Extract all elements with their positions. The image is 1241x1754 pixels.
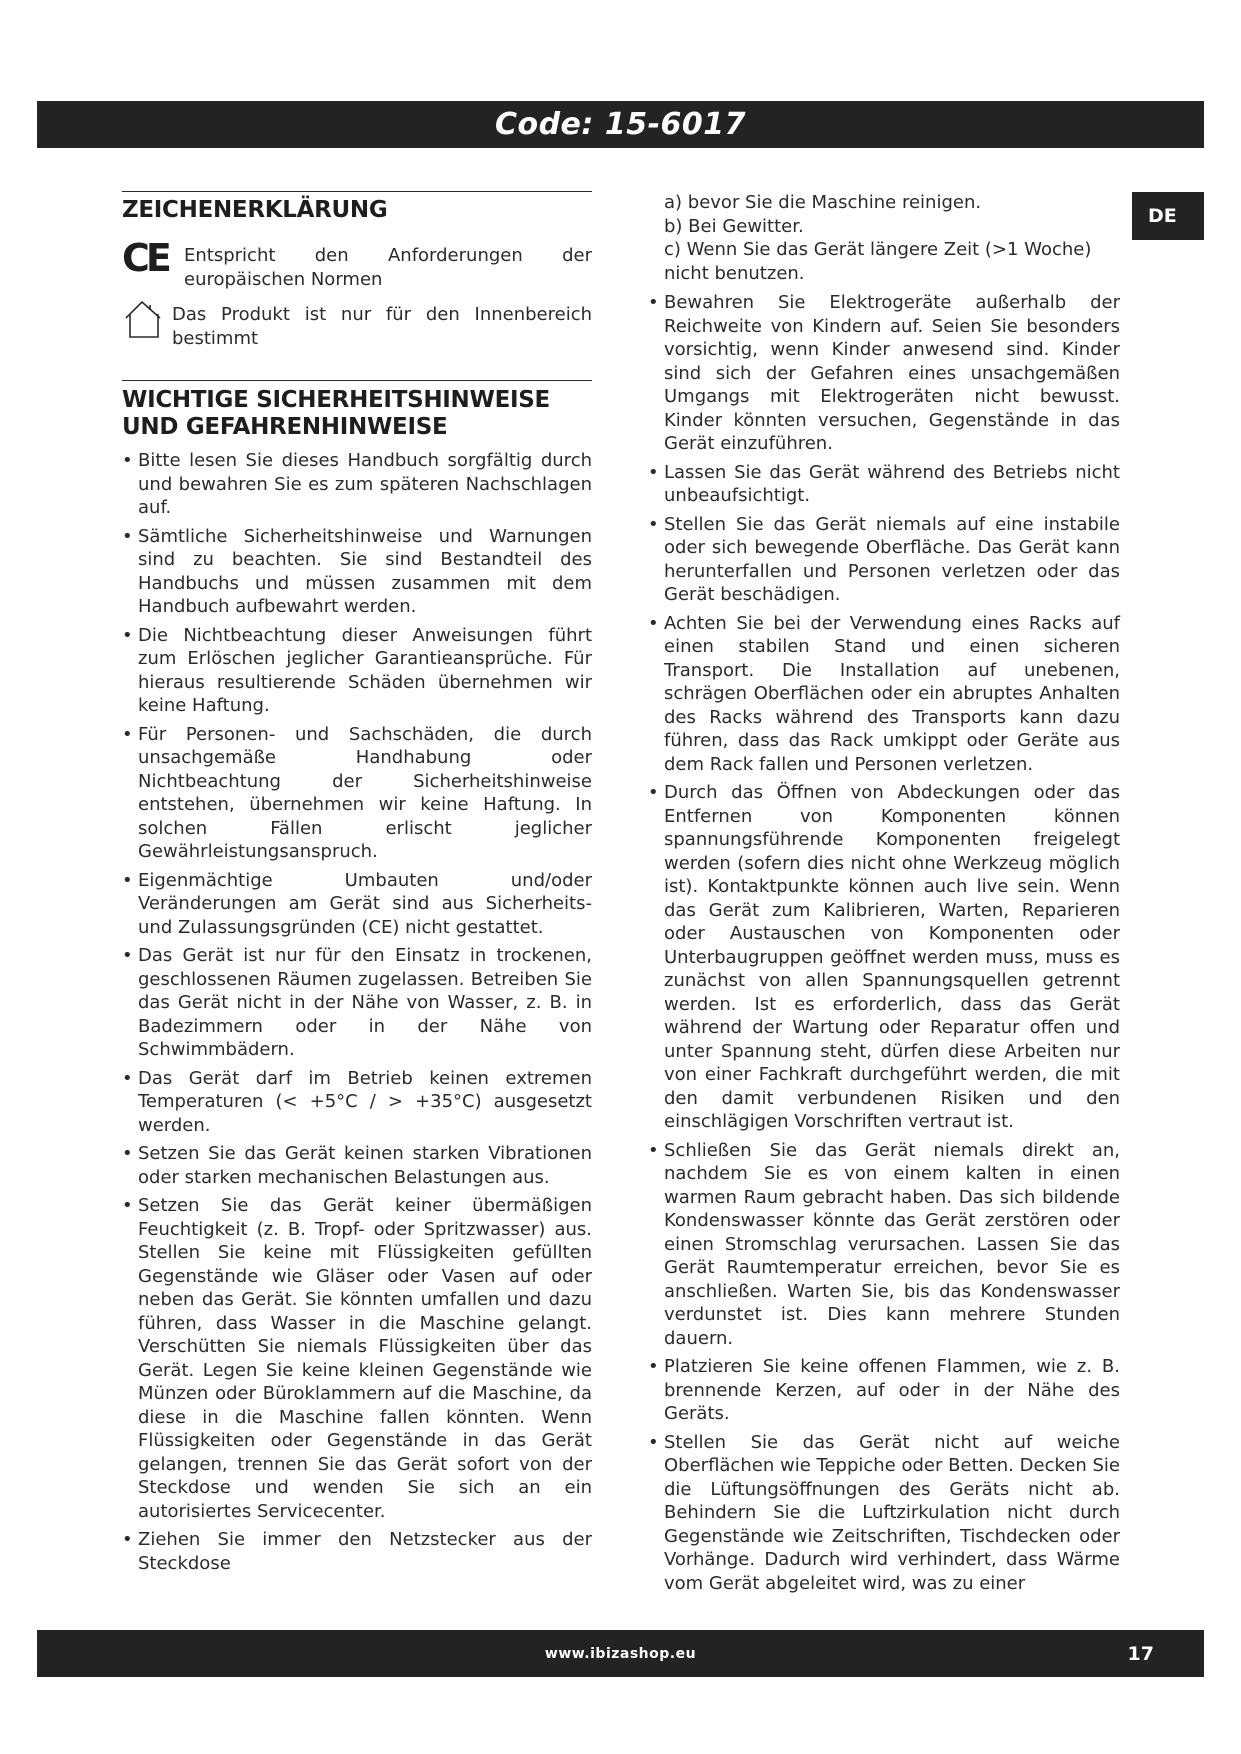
list-item: • Ziehen Sie immer den Netzstecker aus der Steckdose bbox=[122, 1528, 592, 1575]
legend-heading: ZEICHENERKLÄRUNG bbox=[122, 197, 388, 223]
safety-heading-line-2: UND GEFAHRENHINWEISE bbox=[122, 414, 448, 440]
legend-indoor bbox=[122, 303, 592, 350]
product-code: Code: 15-6017 bbox=[494, 107, 747, 142]
right-column bbox=[648, 191, 1120, 1600]
list-item: • Das Gerät ist nur für den Einsatz in trockenen, geschlossenen Räumen zugelassen. Betreiben Sie das Gerät nicht in der Nähe von Wasser, z. B. in Badezimmern oder in der Nähe von Schwimmbädern. bbox=[122, 944, 592, 1062]
section-divider bbox=[122, 191, 592, 192]
left-column bbox=[122, 191, 592, 1580]
list-item: • Eigenmächtige Umbauten und/oder Veränderungen am Gerät sind aus Sicherheits- und Zulassungsgründen (CE) nicht gestattet. bbox=[122, 869, 592, 940]
list-item: • Schließen Sie das Gerät niemals direkt an, nachdem Sie es von einem kalten in einen warmen Raum gebracht haben. Das sich bildende Kondenswasser könnte das Gerät zerstören oder einen Stromschlag verursachen. Lassen Sie das Gerät Raumtemperatur erreichen, bevor Sie es anschließen. Warten Sie, bis das Kondenswasser verdunstet ist. Dies kann mehrere Stunden dauern. bbox=[648, 1139, 1120, 1351]
list-item: • Die Nichtbeachtung dieser Anweisungen führt zum Erlöschen jeglicher Garantieansprüche. Für hieraus resultierende Schäden übernehmen wir keine Haftung. bbox=[122, 624, 592, 718]
list-item: • Bewahren Sie Elektrogeräte außerhalb der Reichweite von Kindern auf. Seien Sie besonders vorsichtig, wenn Kinder anwesend sind. Kinder sind sich der Gefahren eines unsachgemäßen Umgangs mit Elektrogeräten nicht bewusst. Kinder könnten versuchen, Gegenstände in das Gerät einzuführen. bbox=[648, 291, 1120, 456]
list-item: • Setzen Sie das Gerät keiner übermäßigen Feuchtigkeit (z. B. Tropf- oder Spritzwasser) aus. Stellen Sie keine mit Flüssigkeiten gefüllten Gegenstände wie Gläser oder Vasen auf oder neben das Gerät. Sie könnten umfallen und dazu führen, dass Wasser in die Maschine gelangt. Verschütten Sie niemals Flüssigkeiten über das Gerät. Legen Sie keine kleinen Gegenstände wie Münzen oder Büroklammern auf die Maschine, da diese in die Maschine fallen könnten. Wenn Flüssigkeiten oder Gegenstände in das Gerät gelangen, trennen Sie das Gerät sofort von der Steckdose und wenden Sie sich an ein autorisiertes Servicecenter. bbox=[122, 1194, 592, 1523]
list-item: • Stellen Sie das Gerät niemals auf eine instabile oder sich bewegende Oberfläche. Das Gerät kann herunterfallen und Personen verletzen oder das Gerät beschädigen. bbox=[648, 513, 1120, 607]
footer-url-link[interactable]: www.ibizashop.eu bbox=[544, 1645, 697, 1662]
condition-item: a) bevor Sie die Maschine reinigen. bbox=[664, 192, 982, 213]
list-item: • Stellen Sie das Gerät nicht auf weiche Oberflächen wie Teppiche oder Betten. Decken Sie die Lüftungsöffnungen des Geräts nicht ab. Behindern Sie die Luftzirkulation nicht durch Gegenstände wie Zeitschriften, Tischdecken oder Vorhänge. Dadurch wird verhindert, dass Wärme vom Gerät abgeleitet wird, was zu einer bbox=[648, 1431, 1120, 1596]
footer-bar bbox=[37, 1630, 1204, 1677]
safety-heading-line-1: WICHTIGE SICHERHEITSHINWEISE bbox=[122, 387, 550, 413]
language-tab: DE bbox=[1132, 192, 1204, 240]
header-bar bbox=[37, 101, 1204, 148]
list-item: • Achten Sie bei der Verwendung eines Racks auf einen stabilen Stand und einen sicheren Transport. Die Installation auf unebenen, schrägen Oberflächen oder ein abruptes Anhalten des Racks während des Transports kann dazu führen, dass das Rack umkippt oder Geräte aus dem Rack fallen und Personen verletzen. bbox=[648, 612, 1120, 777]
house-icon bbox=[122, 297, 166, 341]
list-item: • Lassen Sie das Gerät während des Betriebs nicht unbeaufsichtigt. bbox=[648, 461, 1120, 508]
list-item: • Platzieren Sie keine offenen Flammen, wie z. B. brennende Kerzen, auf oder in der Nähe des Geräts. bbox=[648, 1355, 1120, 1426]
condition-item: c) Wenn Sie das Gerät längere Zeit (>1 Woche) nicht benutzen. bbox=[664, 239, 1092, 284]
list-item: • Bitte lesen Sie dieses Handbuch sorgfältig durch und bewahren Sie es zum späteren Nachschlagen auf. bbox=[122, 449, 592, 520]
safety-list-left bbox=[122, 449, 592, 1575]
list-item: • Für Personen- und Sachschäden, die durch unsachgemäße Handhabung oder Nichtbeachtung der Sicherheitshinweise entstehen, übernehmen wir keine Haftung. In solchen Fällen erlischt jeglicher Gewährleistungsanspruch. bbox=[122, 723, 592, 864]
legend-indoor-text: Das Produkt ist nur für den Innenbereich bestimmt bbox=[172, 304, 592, 349]
section-divider bbox=[122, 380, 592, 381]
legend-ce-text: Entspricht den Anforderungen der europäischen Normen bbox=[184, 245, 592, 290]
condition-item: b) Bei Gewitter. bbox=[664, 215, 804, 237]
list-item: • Setzen Sie das Gerät keinen starken Vibrationen oder starken mechanischen Belastungen aus. bbox=[122, 1142, 592, 1189]
list-item: • Das Gerät darf im Betrieb keinen extremen Temperaturen (< +5°C / > +35°C) ausgesetzt werden. bbox=[122, 1067, 592, 1138]
legend-ce bbox=[122, 236, 592, 291]
ce-mark-icon: CE bbox=[122, 236, 168, 280]
unplug-conditions bbox=[648, 191, 1120, 285]
list-item: • Durch das Öffnen von Abdeckungen oder das Entfernen von Komponenten können spannungsführende Komponenten freigelegt werden (sofern dies nicht ohne Werkzeug möglich ist). Kontaktpunkte können auch live sein. Wenn das Gerät zum Kalibrieren, Warten, Reparieren oder Austauschen von Komponenten oder Unterbaugruppen geöffnet werden muss, muss es zunächst von allen Spannungsquellen getrennt werden. Ist es erforderlich, dass das Gerät während der Wartung oder Reparatur offen und unter Spannung steht, dürfen diese Arbeiten nur von einer Fachkraft durchgeführt werden, die mit den damit verbundenen Risiken und den einschlägigen Vorschriften vertraut ist. bbox=[648, 781, 1120, 1134]
page-number: 17 bbox=[1127, 1642, 1154, 1665]
safety-heading bbox=[122, 387, 592, 441]
safety-list-right bbox=[648, 291, 1120, 1595]
list-item: • Sämtliche Sicherheitshinweise und Warnungen sind zu beachten. Sie sind Bestandteil des Handbuchs und müssen zusammen mit dem Handbuch aufbewahrt werden. bbox=[122, 525, 592, 619]
